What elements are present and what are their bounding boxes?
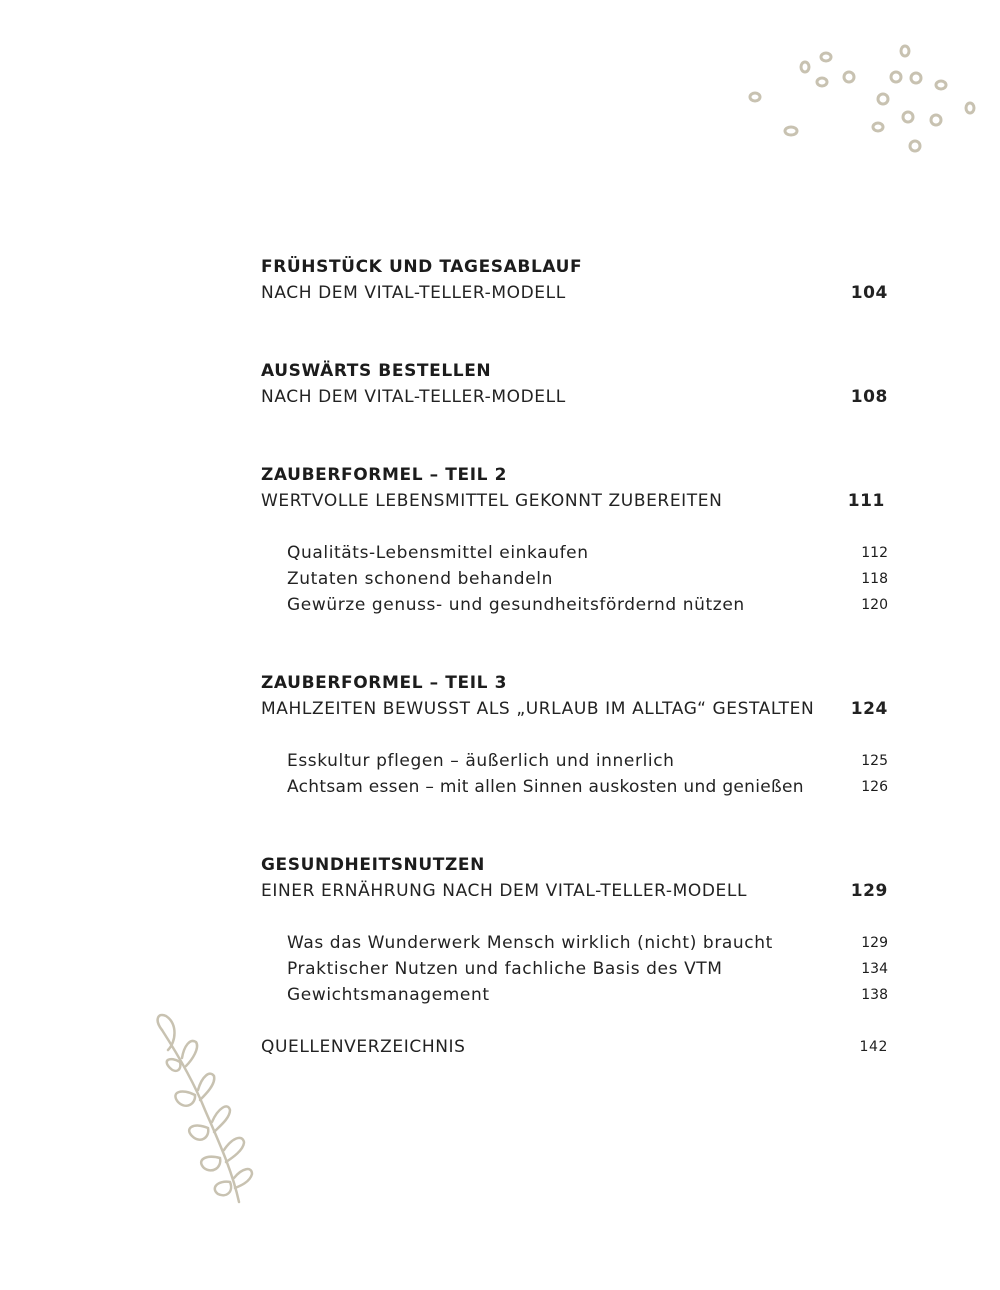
toc-entry[interactable] bbox=[287, 592, 888, 618]
page-number: 104 bbox=[850, 283, 888, 303]
page-number: 126 bbox=[861, 779, 888, 795]
section-subtitle-text: MAHLZEITEN BEWUSST ALS „URLAUB IM ALLTAG“ GESTALTEN bbox=[261, 699, 815, 719]
toc-entry[interactable] bbox=[287, 982, 888, 1008]
entry-title: Qualitäts-Lebensmittel einkaufen bbox=[287, 543, 589, 563]
page-number: 142 bbox=[859, 1039, 888, 1055]
entry-title: Praktischer Nutzen und fachliche Basis des VTM bbox=[287, 959, 723, 979]
page-number: 138 bbox=[861, 987, 888, 1003]
toc-section-heading[interactable] bbox=[261, 670, 888, 696]
page-number: 124 bbox=[850, 699, 888, 719]
section-subtitle-text: EINER ERNÄHRUNG NACH DEM VITAL-TELLER-MODELL bbox=[261, 881, 748, 901]
page-number: 125 bbox=[861, 753, 888, 769]
section-subtitle-text: NACH DEM VITAL-TELLER-MODELL bbox=[261, 387, 566, 407]
sources-title: QUELLENVERZEICHNIS bbox=[261, 1037, 466, 1057]
toc-entry[interactable] bbox=[287, 748, 888, 774]
section-subtitle-text: WERTVOLLE LEBENSMITTEL GEKONNT ZUBEREITEN bbox=[261, 491, 723, 511]
section-heading-text: FRÜHSTÜCK UND TAGESABLAUF bbox=[261, 257, 583, 277]
entry-title: Gewichtsmanagement bbox=[287, 985, 490, 1005]
toc-section-heading[interactable] bbox=[261, 358, 888, 384]
toc-section-subtitle[interactable] bbox=[261, 280, 888, 306]
page-number: 111 bbox=[847, 491, 885, 511]
toc-section-heading[interactable] bbox=[261, 852, 888, 878]
toc-entry[interactable] bbox=[287, 540, 888, 566]
toc-entry[interactable] bbox=[287, 930, 888, 956]
entry-title: Achtsam essen – mit allen Sinnen auskosten und genießen bbox=[287, 777, 804, 797]
entry-title: Was das Wunderwerk Mensch wirklich (nicht) braucht bbox=[287, 933, 773, 953]
toc-section-subtitle[interactable] bbox=[261, 696, 888, 722]
entry-title: Gewürze genuss- und gesundheitsfördernd nützen bbox=[287, 595, 745, 615]
page-number: 120 bbox=[861, 597, 888, 613]
section-subtitle-text: NACH DEM VITAL-TELLER-MODELL bbox=[261, 283, 566, 303]
toc-section-subtitle[interactable] bbox=[261, 384, 888, 410]
page-number: 108 bbox=[850, 387, 888, 407]
page-number: 129 bbox=[861, 935, 888, 951]
toc-entry[interactable] bbox=[287, 956, 888, 982]
page-number: 112 bbox=[861, 545, 888, 561]
toc-entry[interactable] bbox=[287, 774, 888, 800]
toc-sources-entry[interactable] bbox=[261, 1034, 888, 1060]
toc-section-heading[interactable] bbox=[261, 254, 888, 280]
toc-entry[interactable] bbox=[287, 566, 888, 592]
entry-title: Esskultur pflegen – äußerlich und innerlich bbox=[287, 751, 675, 771]
toc-section-subtitle[interactable] bbox=[261, 878, 888, 904]
section-heading-text: ZAUBERFORMEL – TEIL 3 bbox=[261, 673, 507, 693]
toc-section-subtitle[interactable] bbox=[261, 488, 888, 514]
entry-title: Zutaten schonend behandeln bbox=[287, 569, 553, 589]
page-number: 129 bbox=[850, 881, 888, 901]
section-heading-text: AUSWÄRTS BESTELLEN bbox=[261, 361, 492, 381]
section-heading-text: GESUNDHEITSNUTZEN bbox=[261, 855, 485, 875]
page-number: 134 bbox=[861, 961, 888, 977]
page-number: 118 bbox=[861, 571, 888, 587]
toc-section-heading[interactable] bbox=[261, 462, 888, 488]
section-heading-text: ZAUBERFORMEL – TEIL 2 bbox=[261, 465, 507, 485]
